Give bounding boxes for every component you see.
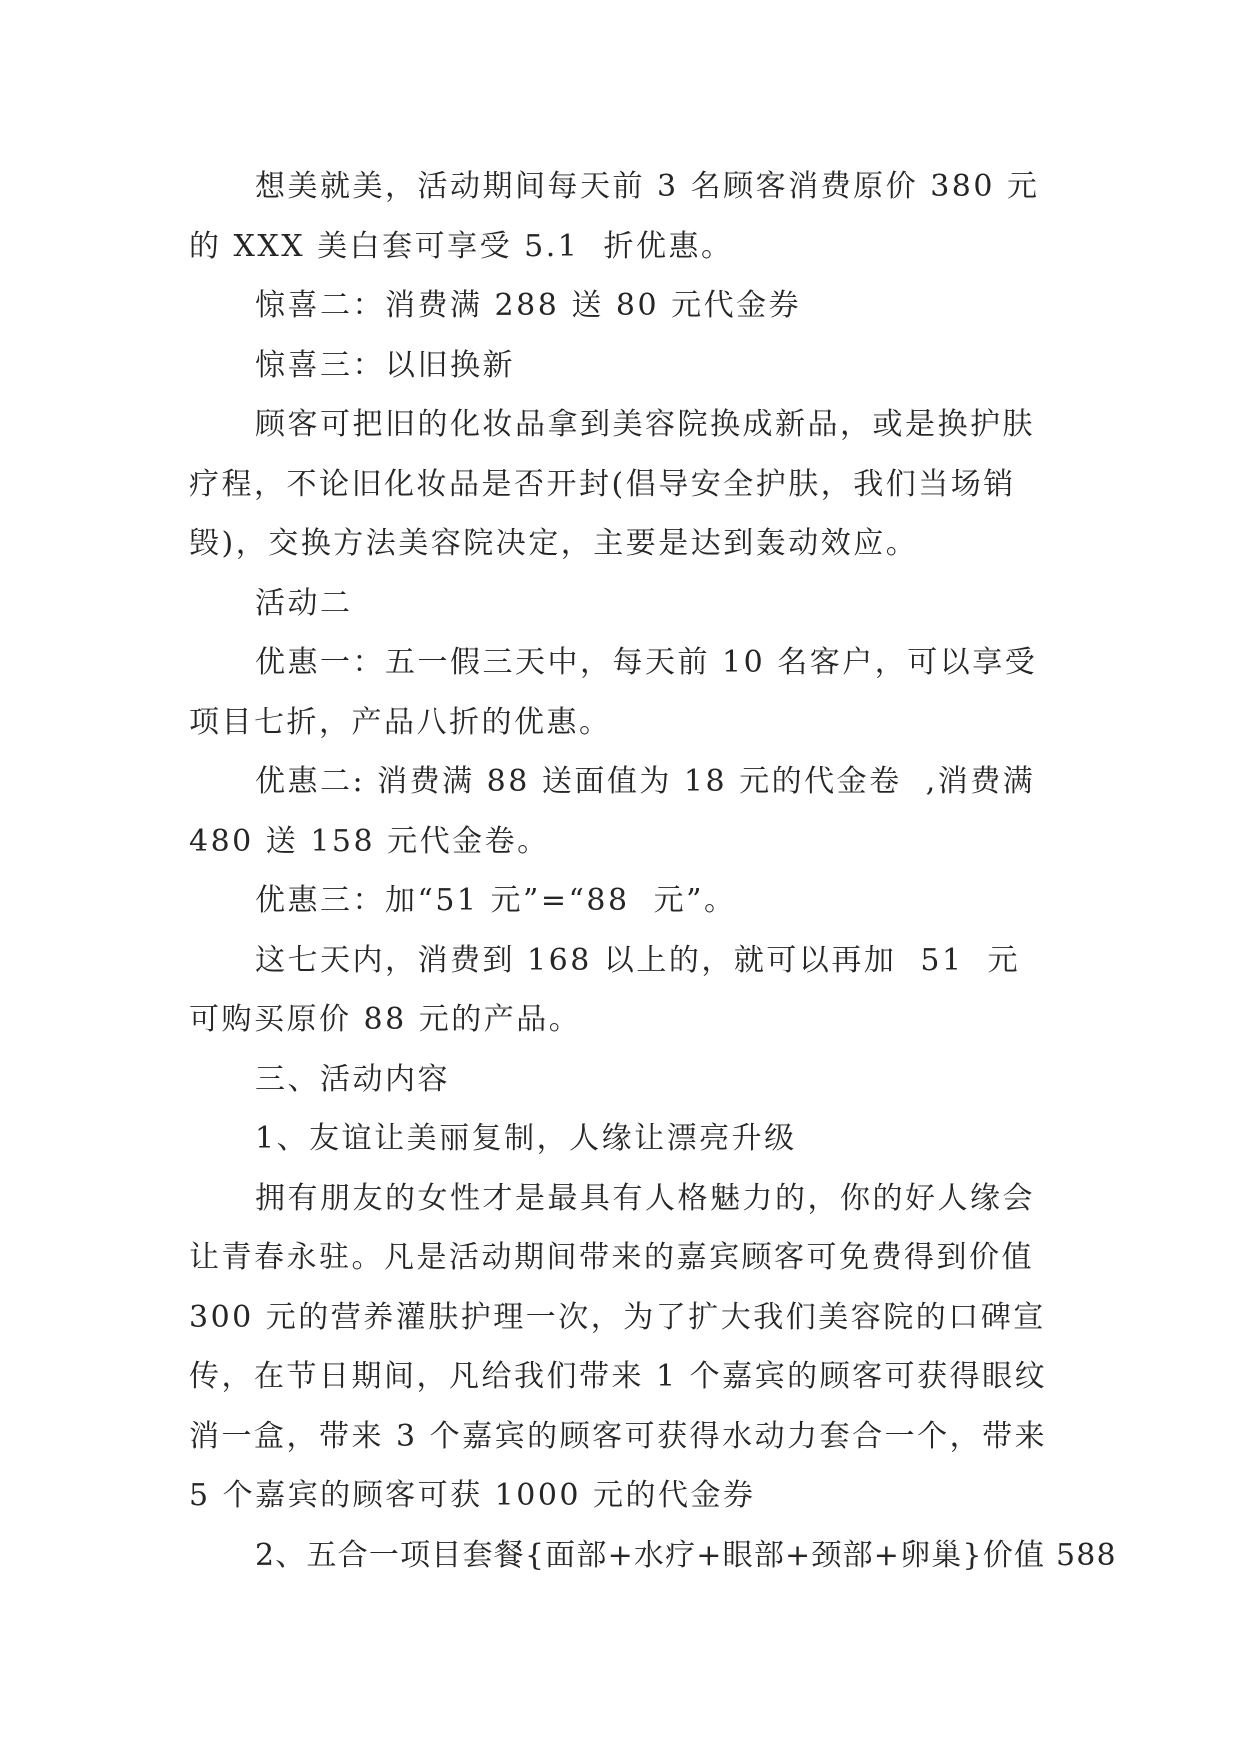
heading-activity-two: 活动二 <box>255 585 353 621</box>
paragraph-whitening-offer: 想美就美，活动期间每天前 3 名顾客消费原价 380 元的 XXX 美白套可享受 5.1 折优惠。 <box>189 169 1040 264</box>
heading-activity-content: 三、活动内容 <box>255 1061 450 1097</box>
document-body <box>189 157 1117 1585</box>
paragraph-discount-two: 优惠二: 消费满 88 送面值为 18 元的代金卷 ,消费满 480 送 158 元代金卷。 <box>189 764 1048 859</box>
paragraph-discount-one: 优惠一：五一假三天中，每天前 10 名客户，可以享受项目七折，产品八折的优惠。 <box>189 645 1038 740</box>
paragraph-trade-in-details: 顾客可把旧的化妆品拿到美容院换成新品，或是换护肤疗程，不论旧化妆品是否开封(倡导安全护肤，我们当场销毁)，交换方法美容院决定，主要是达到轰动效应。 <box>189 407 1035 561</box>
heading-friendship: 1、友谊让美丽复制，人缘让漂亮升级 <box>255 1121 797 1156</box>
paragraph-five-in-one-package: 2、五合一项目套餐{面部+水疗+眼部+颈部+卵巢}价值 588 <box>255 1537 1117 1573</box>
paragraph-discount-three: 优惠三：加“51 元”=“88 元”。 <box>255 883 737 918</box>
paragraph-seven-days: 这七天内，消费到 168 以上的，就可以再加 51 元可购买原价 88 元的产品。 <box>189 942 1021 1037</box>
paragraph-surprise-two: 惊喜二：消费满 288 送 80 元代金券 <box>255 288 802 323</box>
paragraph-surprise-three: 惊喜三：以旧换新 <box>255 347 515 383</box>
paragraph-friendship-details: 拥有朋友的女性才是最具有人格魅力的，你的好人缘会让青春永驻。凡是活动期间带来的嘉宾顾客可免费得到价值 300 元的营养灌肤护理一次，为了扩大我们美容院的口碑宣传，在节日期间，凡给我们带来 1 个嘉宾的顾客可获得眼纹消一盒，带来 3 个嘉宾的顾客可获得水动力套合一个，带来 5 个嘉宾的顾客可获 1000 元的代金券 <box>189 1180 1060 1513</box>
